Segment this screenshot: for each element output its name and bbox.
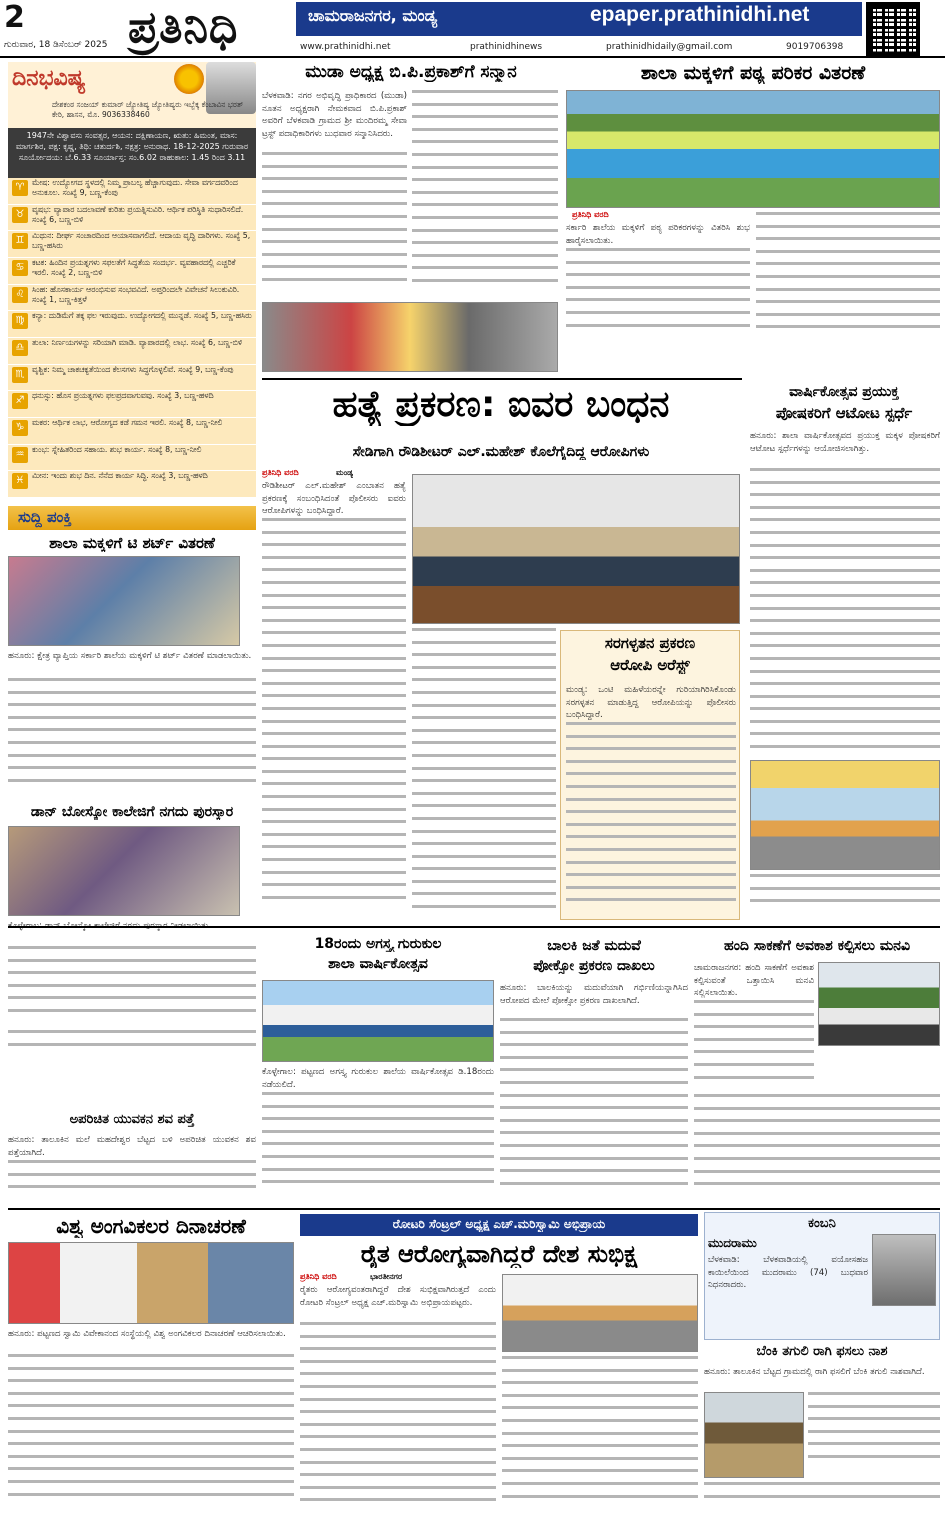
headline-vishwa: ವಿಶ್ವ ಅಂಗವಿಕಲರ ದಿನಾಚರಣೆ: [56, 1214, 246, 1238]
zodiac-icon: ♈: [12, 180, 28, 196]
headline-raitha: ರೈತ ಆರೋಗ್ಯವಾಗಿದ್ದರೆ ದೇಶ ಸುಭಿಕ್ಷ: [360, 1240, 638, 1268]
varshikotsava-photo: [750, 760, 940, 870]
raitha-byline: ಪ್ರತಿನಿಧಿ ವರದಿ: [300, 1272, 337, 1281]
horoscope-signs: [8, 178, 256, 498]
headline-don-bosco: ಡಾನ್ ಬೋಸ್ಕೋ ಕಾಲೇಜಿಗೆ ನಗದು ಪುರಸ್ಕಾರ: [30, 804, 234, 820]
section-suddi-pankti: ಸುದ್ದಿ ಪಂಕ್ತಿ: [8, 506, 256, 530]
headline-ragi: ಬೆಂಕಿ ತಗುಲಿ ರಾಗಿ ಫಸಲು ನಾಶ: [756, 1344, 888, 1359]
raitha-photo: [502, 1274, 698, 1352]
headline-hatye: ಹತ್ಯೆ ಪ್ರಕರಣ: ಐವರ ಬಂಧನ: [332, 384, 670, 425]
horoscope-sign-text: ಕುಂಭ: ಸ್ನೇಹಿತರಿಂದ ಸಹಾಯ. ಶುಭ ಕಾರ್ಯ. ಸಂಖ್ಯೆ 8, ಬಣ್ಣ-ನೀಲಿ: [32, 444, 202, 454]
horoscope-title: ದಿನಭವಿಷ್ಯ: [12, 66, 86, 91]
phone-number: 9019706398: [786, 42, 844, 52]
raitha-body: ರೈತರು ಆರೋಗ್ಯವಂತರಾಗಿದ್ದರೆ ದೇಶ ಸುಭಿಕ್ಷವಾಗಿರುತ್ತದೆ ಎಂದು ರೋಟರಿ ಸೆಂಟ್ರಲ್ ಅಧ್ಯಕ್ಷ ಎಚ್.ಮರಿಸ್ವಾಮಿ ಅಭಿಪ್ರಾಯಪಟ್ಟರು.: [300, 1285, 496, 1308]
don-bosco-body-lines: [8, 946, 256, 1030]
divider: [8, 1208, 940, 1210]
headline-balaki-2: ಪೋಕ್ಸೋ ಪ್ರಕರಣ ದಾಖಲು: [533, 958, 655, 974]
headline-muda: ಮುಡಾ ಅಧ್ಯಕ್ಷ ಬಿ.ಪಿ.ಪ್ರಕಾಶ್‌ಗೆ ಸನ್ಮಾನ: [305, 62, 517, 82]
gurukula-photo: [262, 980, 494, 1062]
masthead: [0, 0, 945, 58]
handi-body-lines: [694, 1000, 814, 1090]
panchanga: 1947ನೇ ವಿಶ್ವಾವಸು ಸಂವತ್ಸರ, ಆಯನ: ದಕ್ಷಿಣಾಯಣ, ಋತು: ಹಿಮಂತ, ಮಾಸ: ಮಾರ್ಗಶಿರ, ಪಕ್ಷ: ಕೃಷ್ಣ, ತಿಥಿ: ಚತುರ್ದಶಿ, ನಕ್ಷತ್ರ: ಅನುರಾಧ. 18-12-2025 ಗುರುವಾರ ಸೂರ್ಯೋದಯ: ಬೆ.6.33 ಸೂರ್ಯಾಸ್ತ: ಸಂ.6.02 ರಾಹುಕಾಲ: 1.45 ರಿಂದ 3.11: [8, 128, 256, 178]
divider: [8, 926, 940, 928]
headline-balaki: ಬಾಲಕಿ ಜತೆ ಮದುವೆ: [547, 938, 641, 954]
gurukula-body: ಕೊಳ್ಳೇಗಾಲ: ಪಟ್ಟಣದ ಅಗಸ್ತ್ಯ ಗುರುಕುಲ ಶಾಲೆಯ ವಾರ್ಷಿಕೋತ್ಸವ ಡಿ.18ರಂದು ನಡೆಯಲಿದೆ.: [262, 1067, 494, 1090]
headline-saragalla-2: ಆರೋಪಿ ಅರೆಸ್ಟ್: [610, 656, 690, 674]
horoscope-sign-row: [8, 178, 256, 205]
muda-body: ಬೆಳಕವಾಡಿ: ನಗರ ಅಭಿವೃದ್ಧಿ ಪ್ರಾಧಿಕಾರದ (ಮುಡಾ) ನೂತನ ಅಧ್ಯಕ್ಷರಾಗಿ ನೇಮಕವಾದ ಬಿ.ಪಿ.ಪ್ರಕಾಶ್ ಅವರಿಗೆ ಬೆಳಕವಾಡಿ ಗ್ರಾಮದ ಶ್ರೀ ಮಂದಿರಮ್ಮ ಸೇವಾ ಟ್ರಸ್ಟ್ ಪದಾಧಿಕಾರಿಗಳು ಬುಧವಾರ ಸನ್ಮಾನಿಸಿದರು.: [262, 91, 407, 139]
horoscope-sign-row: [8, 311, 256, 338]
saragalla-body: ಮಂಡ್ಯ: ಒಂಟಿ ಮಹಿಳೆಯರನ್ನೇ ಗುರಿಯಾಗಿರಿಸಿಕೊಂಡು ಸರಗಳ್ಳತನ ಮಾಡುತ್ತಿದ್ದ ಆರೋಪಿಯನ್ನು ಪೊಲೀಸರು ಬಂಧಿಸಿದ್ದಾರೆ.: [566, 685, 736, 721]
vishwa-body: ಹನೂರು: ಪಟ್ಟಣದ ಸ್ವಾಮಿ ವಿವೇಕಾನಂದ ಸಂಸ್ಥೆಯಲ್ಲಿ ವಿಶ್ವ ಅಂಗವಿಕಲರ ದಿನಾಚರಣೆ ಆಚರಿಸಲಾಯಿತು.: [8, 1329, 286, 1339]
horoscope-sign-row: [8, 285, 256, 312]
horoscope-sign-row: [8, 365, 256, 392]
qr-code-icon: [866, 2, 920, 56]
parikara-body-lines-2: [756, 212, 940, 342]
astrologer-credit: ದೇಶಕಂಠ ಸಂಜಯ್ ಕುಮಾರ್ ಜ್ಯೋತಿಷ್ಯ ಜ್ಯೋತಿಷ್ಯರು ಇಬ್ಬೆಕ್ಕ ಕೆಂಬಾವಿನ ಭರತ್ ಕೇರಿ, ಹಾಸನ, ಮೊ. 9036338460: [52, 100, 244, 119]
headline-saragalla: ಸರಗಳ್ಳತನ ಪ್ರಕರಣ: [604, 634, 696, 652]
rotary-strap-text: ರೋಟರಿ ಸೆಂಟ್ರಲ್ ಅಧ್ಯಕ್ಷ ಎಚ್.ಮರಿಸ್ವಾಮಿ ಅಭಿಪ್ರಾಯ: [392, 1217, 606, 1231]
handi-body-lines-2: [694, 1094, 940, 1204]
headline-varshikotsava-2: ಪೋಷಕರಿಗೆ ಆಟೋಟ ಸ್ಪರ್ಧೆ: [775, 404, 913, 422]
hatye-dateline: ಮಂಡ್ಯ: [336, 468, 354, 477]
muda-body-lines-2: [412, 90, 558, 300]
horoscope-sign-row: [8, 231, 256, 258]
aparichita-body: ಹನೂರು: ತಾಲೂಕಿನ ಮಲೆ ಮಹದೇಶ್ವರ ಬೆಟ್ಟದ ಬಳಿ ಅಪರಿಚಿತ ಯುವಕನ ಶವ ಪತ್ತೆಯಾಗಿದೆ.: [8, 1135, 256, 1158]
zodiac-icon: ♊: [12, 233, 28, 249]
horoscope-sign-text: ಕನ್ಯಾ: ದುಡಿಮೆಗೆ ತಕ್ಕ ಫಲ ಇರುವುದು. ಉದ್ಯೋಗದಲ್ಲಿ ಮುನ್ನಡೆ. ಸಂಖ್ಯೆ 5, ಬಣ್ಣ-ಹಸಿರು: [32, 311, 252, 321]
horoscope-sign-row: [8, 391, 256, 418]
parikara-photo: [566, 90, 940, 208]
gurukula-body-lines: [262, 1092, 494, 1204]
zodiac-icon: ♉: [12, 207, 28, 223]
obituary-heading: ಕಂಬನಿ: [808, 1216, 836, 1231]
tshirt-photo: [8, 556, 240, 646]
zodiac-icon: ♐: [12, 393, 28, 409]
zodiac-icon: ♑: [12, 420, 28, 436]
social-handle[interactable]: prathinidhinews: [470, 42, 543, 52]
headline-gurukula: 18ರಂದು ಅಗಸ್ತ್ಯ ಗುರುಕುಲ: [314, 936, 442, 952]
zodiac-icon: ♒: [12, 447, 28, 463]
horoscope-sign-text: ವೃಶ್ಚಿಕ: ನಿಮ್ಮ ಚಾಕಚಕ್ಯತೆಯಿಂದ ಕೆಲಸಗಳು ಸಿದ್ಧಗೊಳ್ಳಲಿವೆ. ಸಂಖ್ಯೆ 9, ಬಣ್ಣ-ಕೆಂಪು: [32, 364, 234, 374]
parikara-body: ಸರ್ಕಾರಿ ಶಾಲೆಯ ಮಕ್ಕಳಿಗೆ ಪಠ್ಯ ಪರಿಕರಗಳನ್ನು ವಿತರಿಸಿ ಶುಭ ಹಾರೈಸಲಾಯಿತು.: [566, 223, 750, 246]
email-link[interactable]: prathinidhidaily@gmail.com: [606, 42, 733, 52]
horoscope-sign-text: ತುಲಾ: ನಿರ್ಣಯಗಳನ್ನು ಸರಿಯಾಗಿ ಮಾಡಿ. ವ್ಯಾಪಾರದಲ್ಲಿ ಲಾಭ. ಸಂಖ್ಯೆ 6, ಬಣ್ಣ-ಬಿಳಿ: [32, 338, 243, 347]
muda-photo: [262, 302, 558, 372]
zodiac-icon: ♍: [12, 313, 28, 329]
parikara-body-lines: [566, 248, 750, 342]
varshikotsava-caption-lines: [750, 874, 940, 920]
paper-logo: ಪ್ರತಿನಿಧಿ: [128, 2, 239, 53]
raitha-body-lines: [300, 1322, 496, 1514]
headline-handi: ಹಂದಿ ಸಾಕಣೆಗೆ ಅವಕಾಶ ಕಲ್ಪಿಸಲು ಮನವಿ: [724, 938, 910, 954]
obituary-body: ಬೆಳಕವಾಡಿ: ಬೆಳಕವಾಡಿಯಲ್ಲಿ ವಯೋಸಹಜ ಕಾಯಿಲೆಯಿಂದ ಮುದರಾಮು (74) ಬುಧವಾರ ನಿಧನರಾದರು.: [708, 1255, 868, 1291]
headline-varshikotsava: ವಾರ್ಷಿಕೋತ್ಸವ ಪ್ರಯುಕ್ತ: [789, 384, 899, 400]
horoscope-sign-row: [8, 471, 256, 498]
zodiac-icon: ♓: [12, 473, 28, 489]
horoscope-sign-text: ಮಿಥುನ: ದೀರ್ಘ ಸಂಚಾರದಿಂದ ಆಯಾಸವಾಗಲಿದೆ. ಆದಾಯ ವೃದ್ಧಿ ದಾರಿಗಳು. ಸಂಖ್ಯೆ 5, ಬಣ್ಣ-ಹಸಿರು: [32, 231, 251, 251]
aparichita-body-lines: [8, 1160, 256, 1204]
horoscope-sign-text: ಮಕರ: ಆರ್ಥಿಕ ಲಾಭ, ಆರೋಗ್ಯದ ಕಡೆ ಗಮನ ಇರಲಿ. ಸಂಖ್ಯೆ 8, ಬಣ್ಣ-ನೀಲಿ: [32, 418, 223, 427]
headline-tshirt: ಶಾಲಾ ಮಕ್ಕಳಿಗೆ ಟಿ ಶರ್ಟ್ ವಿತರಣೆ: [49, 534, 215, 552]
varshikotsava-body: ಹನೂರು: ಶಾಲಾ ವಾರ್ಷಿಕೋತ್ಸವದ ಪ್ರಯುಕ್ತ ಮಕ್ಕಳ ಪೋಷಕರಿಗೆ ಆಟೋಟ ಸ್ಪರ್ಧೆಗಳನ್ನು ಆಯೋಜಿಸಲಾಗಿತ್ತು.: [750, 431, 940, 454]
horoscope-sign-text: ಮೀನ: ಇಂದು ಶುಭ ದಿನ. ನೆನೆದ ಕಾರ್ಯ ಸಿದ್ಧಿ. ಸಂಖ್ಯೆ 3, ಬಣ್ಣ-ಹಳದಿ: [32, 471, 208, 481]
ragi-photo: [704, 1392, 804, 1478]
balaki-body-lines: [500, 1018, 688, 1204]
edition-name: ಚಾಮರಾಜನಗರ, ಮಂಡ್ಯ: [308, 6, 438, 25]
horoscope-sign-text: ಸಿಂಹ: ಹೊಸಕಾರ್ಯ ಆರಂಭಿಸುವ ಸಂಭವವಿದೆ. ಅಪ್ತರಿಂದಲೇ ವಿವೇಚನೆ ಸಿಲುಕುವಿರಿ. ಸಂಖ್ಯೆ 1, ಬಣ್ಣ-ಕಿತ್ತಳೆ: [32, 284, 240, 304]
hatye-body-lines-2: [412, 628, 556, 918]
raitha-body-lines-2: [502, 1356, 698, 1514]
handi-body: ಚಾಮರಾಜನಗರ: ಹಂದಿ ಸಾಕಣೆಗೆ ಅವಕಾಶ ಕಲ್ಪಿಸುವಂತೆ ಒತ್ತಾಯಿಸಿ ಮನವಿ ಸಲ್ಲಿಸಲಾಯಿತು.: [694, 963, 814, 999]
handi-photo: [818, 962, 940, 1046]
ragi-body-lines: [808, 1392, 940, 1478]
hatye-body: ರೌಡಿಶೀಟರ್ ಎಲ್.ಮಹೇಶ್ ಎಂಬಾತನ ಹತ್ಯೆ ಪ್ರಕರಣಕ್ಕೆ ಸಂಬಂಧಿಸಿದಂತೆ ಪೊಲೀಸರು ಐವರು ಆರೋಪಿಗಳನ್ನು ಬಂಧಿಸಿದ್ದಾರೆ.: [262, 481, 406, 517]
zodiac-icon: ♏: [12, 367, 28, 383]
tshirt-body: ಹನೂರು: ಕ್ಷೇತ್ರ ವ್ಯಾಪ್ತಿಯ ಸರ್ಕಾರಿ ಶಾಲೆಯ ಮಕ್ಕಳಿಗೆ ಟಿ ಶರ್ಟ್ ವಿತರಣೆ ಮಾಡಲಾಯಿತು.: [8, 651, 252, 661]
ragi-body-lines-2: [704, 1482, 940, 1514]
horoscope-sign-row: [8, 418, 256, 445]
raitha-dateline: ಭಾರತೀನಗರ: [370, 1272, 403, 1281]
headline-aparichita: ಅಪರಿಚಿತ ಯುವಕನ ಶವ ಪತ್ತೆ: [69, 1112, 195, 1127]
parikara-byline: ಪ್ರತಿನಿಧಿ ವರದಿ: [572, 210, 609, 219]
vishwa-photo: [8, 1242, 294, 1324]
headline-shala-parikara: ಶಾಲಾ ಮಕ್ಕಳಿಗೆ ಪಠ್ಯ ಪರಿಕರ ವಿತರಣೆ: [640, 62, 866, 84]
don-bosco-photo: [8, 826, 240, 916]
balaki-body: ಹನೂರು: ಬಾಲಕಿಯನ್ನು ಮದುವೆಯಾಗಿ ಗರ್ಭಿಣಿಯನ್ನಾಗಿಸಿದ ಆರೋಪದ ಮೇಲೆ ಪೋಕ್ಸೋ ಪ್ರಕರಣ ದಾಖಲಾಗಿದೆ.: [500, 983, 688, 1006]
hatye-press-photo: [412, 474, 740, 624]
hatye-byline: ಪ್ರತಿನಿಧಿ ವರದಿ: [262, 468, 299, 477]
zodiac-icon: ♎: [12, 340, 28, 356]
issue-date: ಗುರುವಾರ, 18 ಡಿಸೆಂಬರ್ 2025: [4, 40, 108, 50]
divider: [262, 378, 742, 380]
saragalla-body-lines: [566, 722, 736, 912]
vishwa-body-lines: [8, 1354, 294, 1514]
varshikotsava-body-lines: [750, 468, 940, 758]
tshirt-body-lines: [8, 678, 256, 800]
subheadline-hatye: ಸೇಡಿಗಾಗಿ ರೌಡಿಶೀಟರ್ ಎಲ್.ಮಹೇಶ್ ಕೊಲೆಗೈದಿದ್ದ ಆರೋಪಿಗಳು: [352, 444, 650, 460]
horoscope-sign-text: ಕಟಕ: ಹಿಂದಿನ ಪ್ರಯತ್ನಗಳು ಸಫಲತೆಗೆ ಸಿದ್ಧತೆಯ ಸಂದರ್ಭ. ವ್ಯವಹಾರದಲ್ಲಿ ಎಚ್ಚರಿಕೆ ಇರಲಿ. ಸಂಖ್ಯೆ 2, ಬಣ್ಣ-ಬಿಳಿ: [32, 258, 236, 277]
horoscope-sign-text: ಧನುಸ್ಸು: ಹೊಸ ಪ್ರಯತ್ನಗಳು ಫಲಪ್ರದವಾಗುವವು. ಸಂಖ್ಯೆ 3, ಬಣ್ಣ-ಹಳದಿ: [32, 391, 214, 401]
horoscope-sign-text: ಮೇಷ: ಉದ್ಯೋಗದ ಸ್ಥಳದಲ್ಲಿ ನಿಮ್ಮ ಪ್ರಾಬಲ್ಯ ಹೆಚ್ಚಾಗುವುದು. ಸೇವಾ ವರ್ಗದವರಿಂದ ಅನುಕೂಲ. ಸಂಖ್ಯೆ 9, ಬಣ್ಣ-ಕೆಂಪು: [32, 178, 238, 197]
epaper-url[interactable]: epaper.prathinidhi.net: [590, 3, 810, 26]
ragi-body: ಹನೂರು: ತಾಲೂಕಿನ ಬೆಟ್ಟದ ಗ್ರಾಮದಲ್ಲಿ ರಾಗಿ ಫಸಲಿಗೆ ಬೆಂಕಿ ತಗುಲಿ ನಾಶವಾಗಿದೆ.: [704, 1367, 925, 1377]
horoscope-sign-text: ವೃಷಭ: ವ್ಯಾಪಾರ ಬದಲಾವಣೆ ಕುರಿತು ಪ್ರಯತ್ನಿಸುವಿರಿ. ಆರ್ಥಿಕ ಪರಿಸ್ಥಿತಿ ಸುಧಾರಿಸಲಿದೆ. ಸಂಖ್ಯೆ 6, ಬಣ್ಣ-ಬಿಳಿ: [32, 204, 244, 224]
obituary-photo: [872, 1234, 936, 1306]
headline-gurukula-2: ಶಾಲಾ ವಾರ್ಷಿಕೋತ್ಸವ: [328, 956, 428, 972]
horoscope-sign-row: [8, 205, 256, 232]
zodiac-icon: ♋: [12, 260, 28, 276]
website-link[interactable]: www.prathinidhi.net: [300, 42, 391, 52]
page-number: 2: [4, 0, 25, 35]
sun-logo-icon: [174, 64, 204, 94]
zodiac-icon: ♌: [12, 287, 28, 303]
don-bosco-more-lines: [8, 1030, 256, 1060]
horoscope-sign-row: [8, 445, 256, 472]
horoscope-sign-row: [8, 338, 256, 365]
horoscope-sign-row: [8, 258, 256, 285]
obituary-name: ಮುದರಾಮು: [708, 1236, 757, 1250]
muda-body-lines: [262, 152, 407, 300]
hatye-body-lines: [262, 518, 406, 918]
